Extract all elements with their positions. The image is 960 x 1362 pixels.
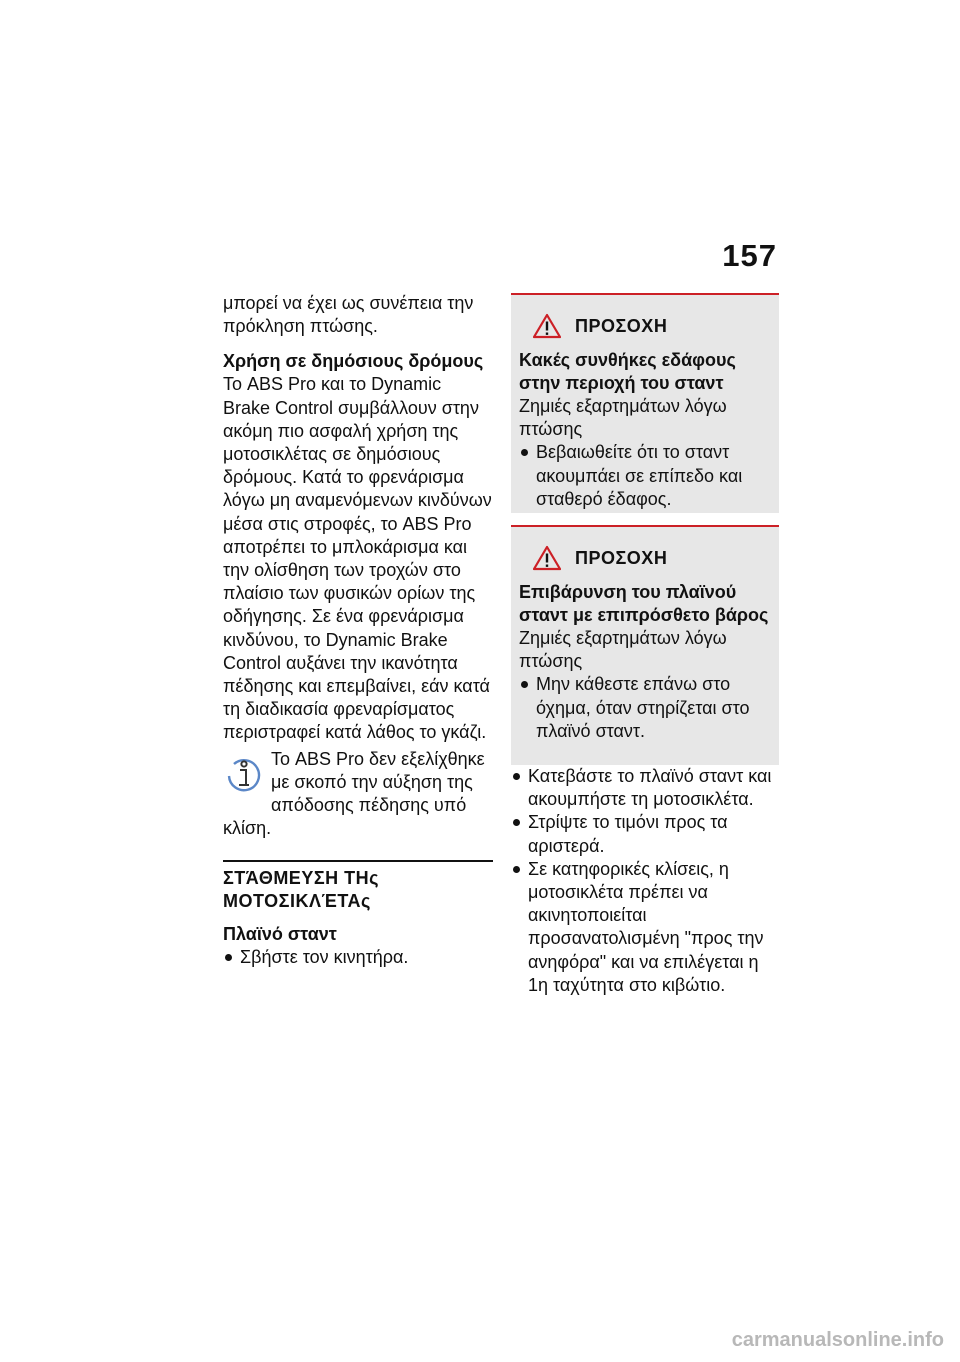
warning-box <box>511 293 779 513</box>
intro-text: μπορεί να έχει ως συνέπεια την πρόκληση πτώσης. <box>223 293 474 337</box>
right-column <box>511 293 779 997</box>
left-column <box>223 292 493 970</box>
list-item: Σβήστε τον κινητήρα. <box>223 946 493 969</box>
warning-title: Επιβάρυνση του πλαϊνού σταντ με επιπρόσθετο βάρος <box>519 582 769 625</box>
warning-list <box>519 441 771 511</box>
warning-text: Ζημιές εξαρτημάτων λόγω πτώσης <box>519 396 727 440</box>
info-note <box>223 748 493 841</box>
warning-label: ΠΡΟΣΟΧΗ <box>575 547 668 568</box>
watermark: carmanualsonline.info <box>731 1329 944 1351</box>
list-item: Βεβαιωθείτε ότι το σταντ ακουμπάει σε επίπεδο και σταθερό έδαφος. <box>519 441 771 511</box>
list-item: Μην κάθεστε επάνω στο όχημα, όταν στηρίζεται στο πλαϊνό σταντ. <box>519 673 771 743</box>
info-text: Το ABS Pro δεν εξελίχθηκε με σκοπό την αύξηση της απόδοσης πέδησης υπό κλίση. <box>223 748 485 839</box>
page-number: 157 <box>722 238 777 273</box>
list-item: Στρίψτε το τιμόνι προς τα αριστερά. <box>511 811 779 857</box>
side-stand-steps <box>223 946 493 969</box>
warning-title: Κακές συνθήκες εδάφους στην περιοχή του σταντ <box>519 350 736 393</box>
warning-triangle-icon <box>533 545 561 571</box>
warning-text: Ζημιές εξαρτημάτων λόγω πτώσης <box>519 628 727 672</box>
side-stand-heading: Πλαϊνό σταντ <box>223 924 337 945</box>
road-use-text: Το ABS Pro και το Dynamic Brake Control συμβάλλουν στην ακόμη πιο ασφαλή χρήση της μοτοσικλέτας σε δημόσιους δρόμους. Κατά το φρενάρισμα λόγω μη αναμενόμενων κινδύνων μέσα στις στροφές, το ABS Pro αποτρέπει το μπλοκάρισμα και την ολίσθηση των τροχών στο πλαίσιο των φυσικών ορίων της οδήγησης. Σε ένα φρενάρισμα κινδύνου, το Dynamic Brake Control αυξάνει την ικανότητα πέδησης και επεμβαίνει, εάν κατά τη διαδικασία φρεναρίσματος περιστραφεί κατά λάθος το γκάζι. <box>223 374 492 743</box>
warning-list <box>519 673 771 743</box>
road-use-heading: Χρήση σε δημόσιους δρόμους <box>223 351 484 372</box>
section-title: ΣΤΆΘΜΕΥΣΗ ΤΗς ΜΟΤΟΣΙΚΛΈΤΑς <box>223 860 493 913</box>
warning-label: ΠΡΟΣΟΧΗ <box>575 315 668 336</box>
list-item: Κατεβάστε το πλαϊνό σταντ και ακουμπήστε τη μοτοσικλέτα. <box>511 765 779 811</box>
info-icon <box>223 752 265 796</box>
parking-steps <box>511 765 779 997</box>
list-item: Σε κατηφορικές κλίσεις, η μοτοσικλέτα πρέπει να ακινητοποιείται προσανατολισμένη "προς την ανηφόρα" και να επιλέγεται η 1η ταχύτητα στο κιβώτιο. <box>511 858 779 997</box>
warning-box <box>511 525 779 765</box>
warning-triangle-icon <box>533 313 561 339</box>
